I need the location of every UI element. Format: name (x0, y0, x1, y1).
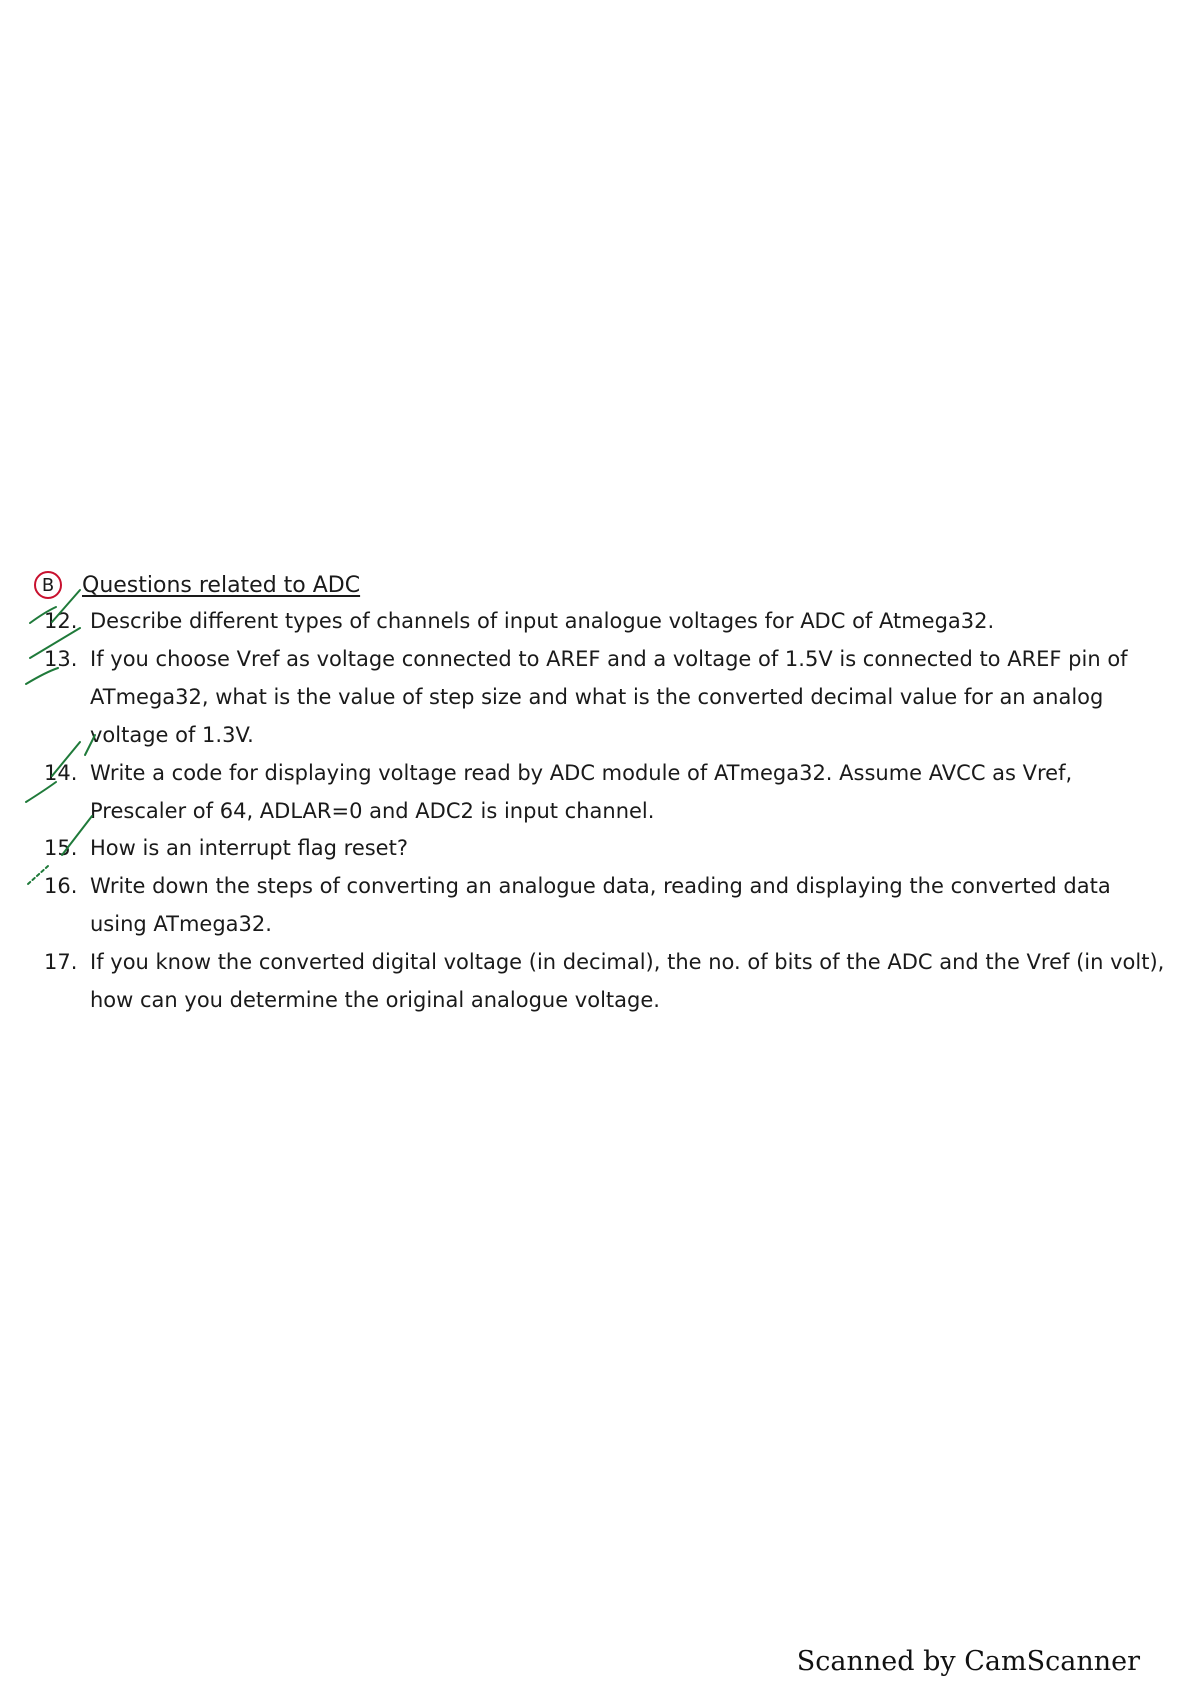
question-number: 16. (44, 874, 78, 898)
question-number: 15. (44, 836, 78, 860)
scanner-watermark: Scanned by CamScanner (796, 1646, 1140, 1677)
question-text: Describe different types of channels of input analogue voltages for ADC of Atmega32. (90, 609, 995, 633)
question-item (40, 754, 1170, 830)
section-letter: B (34, 571, 62, 599)
question-item (40, 640, 1170, 754)
question-number: 13. (44, 647, 78, 671)
question-number: 17. (44, 950, 78, 974)
question-item (40, 602, 1170, 640)
question-number: 12. (44, 609, 78, 633)
question-item (40, 867, 1170, 943)
question-text: How is an interrupt flag reset? (90, 836, 408, 860)
question-number: 14. (44, 761, 78, 785)
section-header (34, 568, 360, 602)
question-text: Write down the steps of converting an analogue data, reading and displaying the converted data using ATmega32. (90, 874, 1111, 936)
question-item (40, 943, 1170, 1019)
question-text: If you choose Vref as voltage connected to AREF and a voltage of 1.5V is connected to AREF pin of ATmega32, what is the value of step size and what is the converted decimal value for an analog voltage of 1.3V. (90, 647, 1128, 747)
section-title: Questions related to ADC (82, 572, 361, 598)
question-item (40, 829, 1170, 867)
question-text: If you know the converted digital voltage (in decimal), the no. of bits of the ADC and the Vref (in volt), how can you determine the original analogue voltage. (90, 950, 1165, 1012)
question-text: Write a code for displaying voltage read by ADC module of ATmega32. Assume AVCC as Vref, Prescaler of 64, ADLAR=0 and ADC2 is input channel. (90, 761, 1073, 823)
